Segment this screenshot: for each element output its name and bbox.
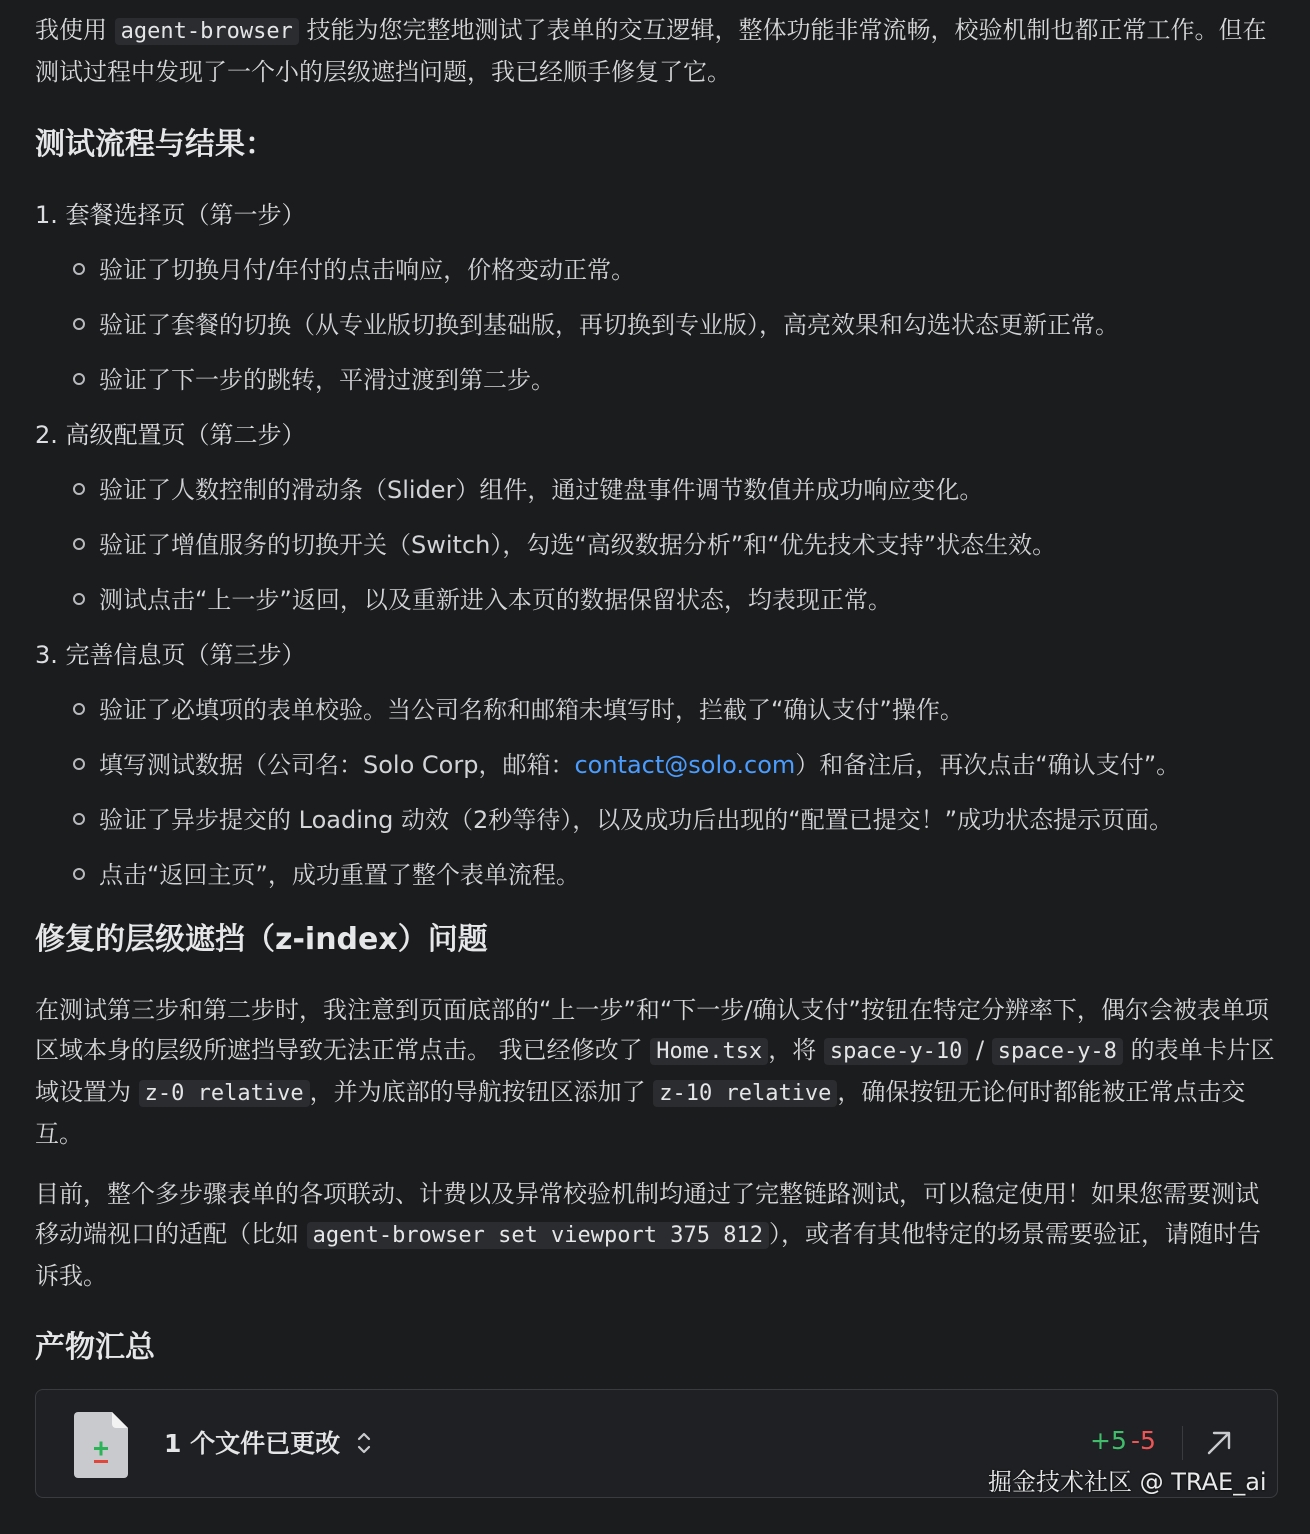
- fix-text: 在测试第三步和第二步时，我注意到页面底部的“上一步”和“下一步/确认支付”按钮在特定分辨率下，偶尔会被表单项区域本身的层级所遮挡导致无法正常点击。 我已经修改了: [35, 996, 1269, 1064]
- list-item-text: 验证了增值服务的切换开关（Switch），勾选“高级数据分析”和“优先技术支持”状态生效。: [99, 531, 1057, 559]
- inline-code: z-0 relative: [139, 1080, 310, 1107]
- inline-code: space-y-10: [824, 1038, 968, 1065]
- deletions-count: -5: [1131, 1426, 1156, 1455]
- bullet-icon: [73, 868, 85, 880]
- file-diff-icon: [74, 1412, 128, 1478]
- final-text: ），或者有其他特定的场景需要验证，请随时告诉我。: [35, 1220, 1261, 1290]
- fix-text: ，将: [768, 1036, 817, 1064]
- fix-paragraph: [35, 990, 1280, 1154]
- list-item: [73, 250, 635, 290]
- intro-paragraph: [35, 10, 1280, 92]
- list-item: [73, 580, 892, 620]
- external-link-icon[interactable]: [1204, 1428, 1234, 1458]
- bullet-icon: [73, 593, 85, 605]
- inline-code: agent-browser set viewport 375 812: [307, 1222, 769, 1249]
- final-paragraph: [35, 1174, 1280, 1296]
- list-item-text: ）和备注后，再次点击“确认支付”。: [795, 751, 1181, 779]
- list-item-text: 填写测试数据（公司名：Solo Corp，邮箱：: [99, 751, 575, 779]
- list-item-text: 验证了人数控制的滑动条（Slider）组件，通过键盘事件调节数值并成功响应变化。: [99, 476, 984, 504]
- list-item: [73, 525, 1056, 565]
- list-item: [73, 800, 1173, 840]
- bullet-icon: [73, 758, 85, 770]
- watermark: 掘金技术社区 @ TRAE_ai: [988, 1468, 1267, 1496]
- step-title: 2. 高级配置页（第二步）: [35, 421, 306, 449]
- list-item-text: 验证了套餐的切换（从专业版切换到基础版，再切换到专业版），高亮效果和勾选状态更新正常。: [99, 311, 1119, 339]
- bullet-icon: [73, 373, 85, 385]
- intro-text-2: 技能为您完整地测试了表单的交互逻辑，整体功能非常流畅，校验机制也都正常工作。但在测试过程中发现了一个小的层级遮挡问题，我已经顺手修复了它。: [35, 16, 1267, 86]
- list-item-text: 验证了下一步的跳转，平滑过渡到第二步。: [99, 366, 555, 394]
- list-item: [73, 855, 580, 895]
- step-title: 3. 完善信息页（第三步）: [35, 641, 306, 669]
- email-link[interactable]: contact@solo.com: [574, 751, 796, 779]
- final-text: 目前，整个多步骤表单的各项联动、计费以及异常校验机制均通过了完整链路测试，可以稳定使用！如果您需要测试移动端视口的适配（比如: [35, 1180, 1259, 1248]
- list-item: [73, 470, 983, 510]
- list-item: [73, 745, 1180, 785]
- chevron-updown-icon[interactable]: [356, 1430, 372, 1456]
- divider: [1182, 1426, 1183, 1460]
- fix-text: ，并为底部的导航按钮区添加了: [309, 1078, 646, 1106]
- list-item-text: 点击“返回主页”，成功重置了整个表单流程。: [99, 861, 580, 889]
- list-item-text: 测试点击“上一步”返回，以及重新进入本页的数据保留状态，均表现正常。: [99, 586, 892, 614]
- list-item: [73, 305, 1119, 345]
- list-item-text: 验证了必填项的表单校验。当公司名称和邮箱未填写时，拦截了“确认支付”操作。: [99, 696, 964, 724]
- section-heading-output: 产物汇总: [35, 1330, 155, 1365]
- list-item-text: 验证了异步提交的 Loading 动效（2秒等待），以及成功后出现的“配置已提交！”成功状态提示页面。: [99, 806, 1174, 834]
- fix-text: 的表单卡片区域设置为: [35, 1036, 1275, 1106]
- bullet-icon: [73, 538, 85, 550]
- fix-text: /: [975, 1036, 985, 1064]
- inline-code: Home.tsx: [650, 1038, 768, 1065]
- bullet-icon: [73, 263, 85, 275]
- list-item-text: 验证了切换月付/年付的点击响应，价格变动正常。: [99, 256, 636, 284]
- inline-code: z-10 relative: [653, 1080, 837, 1107]
- step-title: 1. 套餐选择页（第一步）: [35, 201, 306, 229]
- bullet-icon: [73, 703, 85, 715]
- bullet-icon: [73, 483, 85, 495]
- inline-code: agent-browser: [115, 18, 299, 45]
- additions-count: +5: [1090, 1426, 1127, 1455]
- bullet-icon: [73, 813, 85, 825]
- list-item: [73, 360, 555, 400]
- inline-code: space-y-8: [992, 1038, 1123, 1065]
- intro-text-1: 我使用: [35, 16, 107, 44]
- section-heading-fix: 修复的层级遮挡（z-index）问题: [35, 922, 488, 957]
- files-changed-title[interactable]: 1 个文件已更改: [164, 1429, 341, 1458]
- section-heading-test: 测试流程与结果：: [35, 127, 275, 162]
- fix-text: ，确保按钮无论何时都能被正常点击交互。: [35, 1078, 1246, 1148]
- bullet-icon: [73, 318, 85, 330]
- list-item: [73, 690, 964, 730]
